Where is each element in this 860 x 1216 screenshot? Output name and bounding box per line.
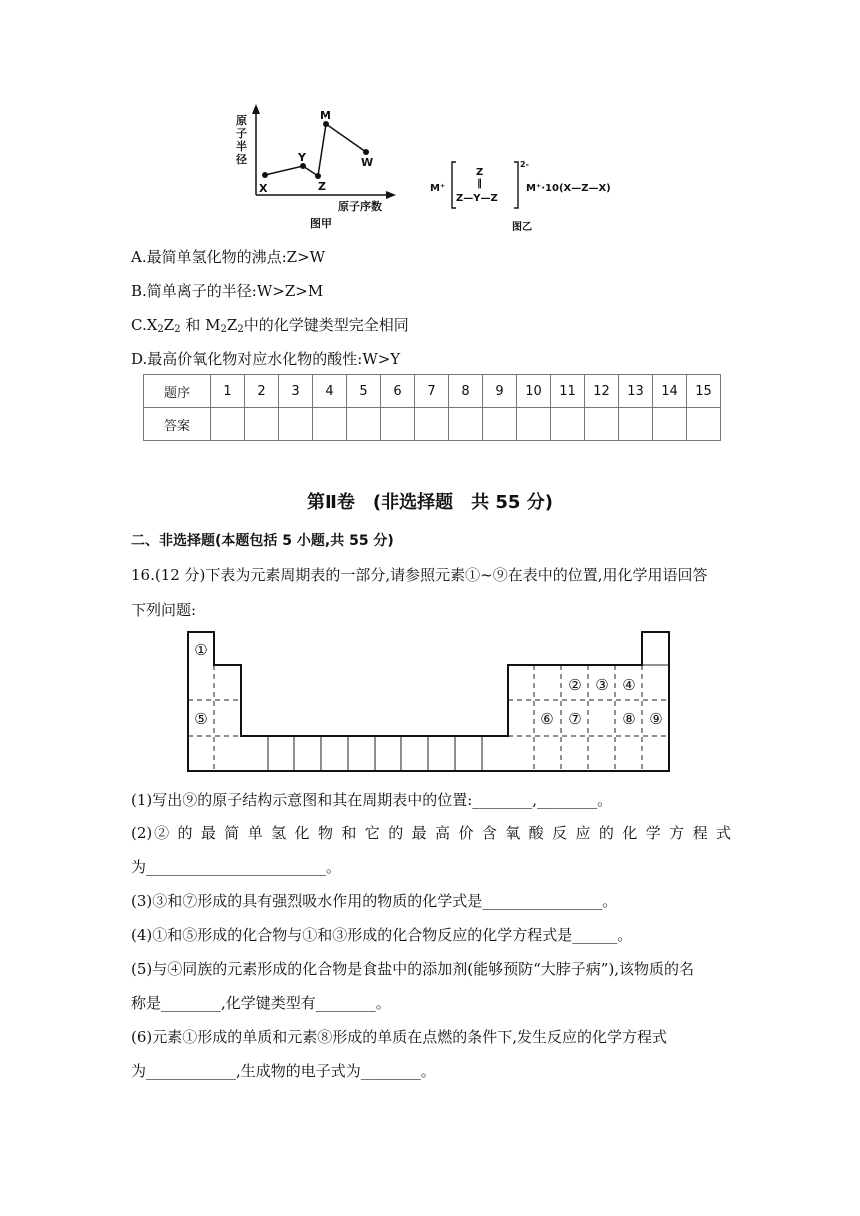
q16-sub4: (4)①和⑤形成的化合物与①和③形成的化合物反应的化学方程式是______。 [131, 926, 633, 944]
question-number: 11 [551, 375, 585, 408]
q16-sub2-line1: (2)② 的 最 简 单 氢 化 物 和 它 的 最 高 价 含 氧 酸 反 应 的 化 学 方 程 式 [131, 824, 731, 842]
q16-sub5-line1: (5)与④同族的元素形成的化合物是食盐中的添加剂(能够预防“大脖子病”),该物质的名 [131, 960, 695, 978]
element-8: ⑧ [622, 710, 636, 728]
option-b: B.简单离子的半径:W>Z>M [131, 282, 324, 300]
element-9: ⑨ [649, 710, 663, 728]
question-number: 4 [313, 375, 347, 408]
element-4: ④ [622, 676, 636, 694]
y-axis-arrow [252, 104, 260, 114]
part2-title: 第Ⅱ卷 (非选择题 共 55 分) [307, 492, 553, 513]
radius-curve [265, 124, 366, 176]
question-number: 15 [687, 375, 721, 408]
question-number: 7 [415, 375, 449, 408]
point-z [315, 173, 321, 179]
q16-sub3: (3)③和⑦形成的具有强烈吸水作用的物质的化学式是________________。 [131, 892, 618, 910]
element-5: ⑤ [194, 710, 208, 728]
answer-cell[interactable] [585, 408, 619, 441]
q16-stem-line1: 16.(12 分)下表为元素周期表的一部分,请参照元素①~⑨在表中的位置,用化学用语回答 [131, 566, 708, 584]
answer-cell[interactable] [551, 408, 585, 441]
section-title: 二、非选择题(本题包括 5 小题,共 55 分) [131, 533, 394, 549]
question-number: 13 [619, 375, 653, 408]
element-2: ② [568, 676, 582, 694]
answer-cell[interactable] [653, 408, 687, 441]
answer-cell[interactable] [449, 408, 483, 441]
transition-columns [268, 736, 482, 771]
q16-sub6-line1: (6)元素①形成的单质和元素⑧形成的单质在点燃的条件下,发生反应的化学方程式 [131, 1028, 668, 1046]
answer-cell[interactable] [211, 408, 245, 441]
point-w [363, 149, 369, 155]
periodic-table-fragment [186, 630, 672, 774]
cation-left: M⁺ [430, 183, 446, 194]
answer-cell[interactable] [619, 408, 653, 441]
top-atom: Z [476, 167, 484, 178]
label-x: X [259, 182, 268, 195]
q16-sub1: (1)写出⑨的原子结构示意图和其在周期表中的位置:________,________。 [131, 791, 613, 809]
y-label-char: 径 [236, 153, 247, 166]
option-d: D.最高价氧化物对应水化物的酸性:W>Y [131, 350, 401, 368]
question-number: 1 [211, 375, 245, 408]
figure-b-structure [428, 156, 638, 236]
x-axis-label: 原子序数 [338, 200, 382, 213]
question-number: 12 [585, 375, 619, 408]
bottom-row: Z—Y—Z [456, 193, 498, 204]
question-number: 3 [279, 375, 313, 408]
x-axis-arrow [386, 191, 396, 199]
option-c: $C.X_2Z_2$ 和 $M_2Z_2$中的化学键类型完全相同 [131, 316, 409, 335]
answer-cell[interactable] [347, 408, 381, 441]
table-row [144, 408, 721, 441]
y-label-char: 原 [236, 114, 247, 127]
q16-sub6-line2: 为____________,生成物的电子式为________。 [131, 1062, 436, 1080]
answer-table [143, 374, 721, 441]
answer-cell[interactable] [415, 408, 449, 441]
suffix: M⁺·10(X—Z—X) [526, 183, 611, 194]
label-m: M [320, 109, 331, 122]
label-z: Z [318, 180, 326, 193]
label-y: Y [298, 151, 306, 164]
table-row [144, 375, 721, 408]
answer-cell[interactable] [279, 408, 313, 441]
question-number: 5 [347, 375, 381, 408]
question-number: 9 [483, 375, 517, 408]
element-6: ⑥ [540, 710, 554, 728]
question-number: 14 [653, 375, 687, 408]
q16-sub2-line2: 为________________________。 [131, 858, 342, 876]
q16-sub5-line2: 称是________,化学键类型有________。 [131, 994, 391, 1012]
answer-cell[interactable] [313, 408, 347, 441]
double-bond: ‖ [477, 178, 482, 189]
charge: 2- [520, 160, 529, 169]
answer-cell[interactable] [381, 408, 415, 441]
answer-cell[interactable] [687, 408, 721, 441]
answer-cell[interactable] [483, 408, 517, 441]
option-a: A.最简单氢化物的沸点:Z>W [131, 248, 326, 266]
question-number: 2 [245, 375, 279, 408]
row-header: 答案 [144, 408, 211, 441]
figure-a-caption: 图甲 [310, 217, 332, 230]
answer-cell[interactable] [245, 408, 279, 441]
row-header: 题序 [144, 375, 211, 408]
question-number: 6 [381, 375, 415, 408]
y-label-char: 子 [236, 127, 247, 140]
element-3: ③ [595, 676, 609, 694]
y-label-char: 半 [236, 140, 247, 153]
element-1: ① [194, 641, 208, 659]
answer-cell[interactable] [517, 408, 551, 441]
element-7: ⑦ [568, 710, 582, 728]
point-x [262, 172, 268, 178]
right-bracket [514, 162, 518, 208]
figure-a-graph [230, 100, 400, 240]
q16-stem-line2: 下列问题: [131, 601, 197, 619]
question-number: 8 [449, 375, 483, 408]
figure-b-caption: 图乙 [512, 222, 532, 233]
label-w: W [361, 156, 374, 169]
question-number: 10 [517, 375, 551, 408]
